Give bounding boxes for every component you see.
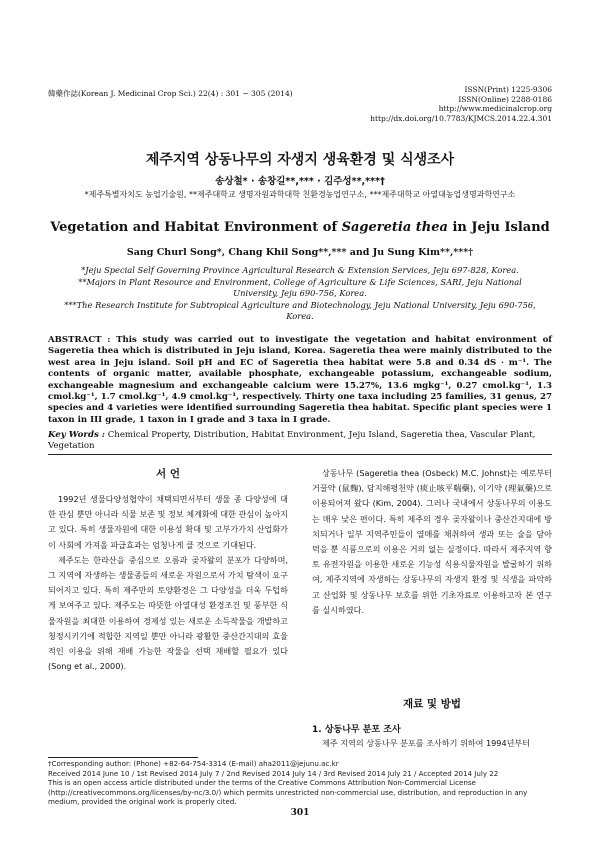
keywords: [48, 430, 552, 452]
intro-paragraph-1: 1992년 생물다양성협약이 채택되면서부터 생물 종 다양성에 대한 관심 뿐만 아니라 식물 보존 및 정보 체계화에 대한 관심이 높아지고 있다. 특히 생물자원에 대한 이용성 확대 및 고부가가치 산업화가 이 사회에 가져올 파급효과는 엄청나게 클 것으로 기대된다.: [48, 494, 288, 550]
korean-affiliation: *제주특별자치도 농업기술원, **제주대학교 생명자원과학대학 친환경농업연구소, ***제주대학교 아열대농업생명과학연구소: [84, 190, 516, 199]
license-text: This is an open access article distributed under the terms of the Creative Commons Attribution Non-Commercial License (http://creativecommons.org/licenses/by-nc/3.0/) which permits unrestricted non-commercial use, distribution, and reproduction in any medium, provided the original work is properly cited.: [48, 778, 528, 806]
left-column: [48, 492, 288, 674]
section-divider: [48, 454, 552, 455]
journal-url[interactable]: http://www.medicinalcrop.org: [438, 104, 552, 113]
issn-print: ISSN(Print) 1225-9306: [464, 85, 552, 94]
affiliation-2: **Majors in Plant Resource and Environment, College of Agriculture & Life Sciences, SARI, Jeju National University, Jeju 690-756, Korea.: [78, 276, 522, 298]
issn-block: [370, 85, 552, 123]
methods-subheading: 1. 상동나무 분포 조사: [312, 725, 401, 735]
intro-heading: 서 언: [156, 468, 180, 480]
page-number: 301: [290, 808, 310, 818]
methods-text: [312, 736, 552, 751]
english-title: [0, 220, 600, 235]
korean-title: 제주지역 상동나무의 자생지 생육환경 및 식생조사: [145, 152, 455, 168]
corresponding-author: †Corresponding author: (Phone) +82-64-754-3314 (E-mail) aha2011@jejunu.ac.kr: [48, 759, 339, 768]
english-affiliations: [60, 265, 540, 323]
methods-paragraph: 제주 지역의 상동나무 분포를 조사하기 위하여 1994년부터: [322, 738, 531, 748]
keywords-text: Chemical Property, Distribution, Habitat Environment, Jeju Island, Sageretia thea, Vascular Plant, Vegetation: [48, 430, 536, 451]
issn-online: ISSN(Online) 2288-0186: [458, 94, 552, 104]
korean-authors: 송상철* · 송창길**,*** · 김주성**,***†: [215, 176, 385, 187]
title-post: in Jeju Island: [447, 220, 550, 235]
abstract: ABSTRACT : This study was carried out to investigate the vegetation and habitat environment of Sageretia thea which is distributed in Jeju island, Korea. Sageretia thea were mainly distributed to the west area in Jeju island. Soil pH and EC of Sageretia thea habitat were 5.8 and 0.34 dS · m⁻¹. The contents of organic matter, available phosphate, exchangeable potassium, exchangeable sodium, exchangeable magnesium and exchangeable calcium were 15.27%, 13.6 mgkg⁻¹, 0.27 cmol.kg⁻¹, 1.3 cmol.kg⁻¹, 1.7 cmol.kg⁻¹, 4.9 cmol.kg⁻¹, respectively. Thirty one taxa including 25 families, 31 genus, 27 species and 4 varieties were identified surrounding Sageretia thea habitat. Specific plant species were 1 taxon in III grade, 1 taxon in I grade and 3 taxa in I grade.: [48, 335, 552, 425]
methods-heading: 재료 및 방법: [402, 698, 462, 710]
title-pre: Vegetation and Habitat Environment of: [50, 220, 342, 235]
footnote: [48, 759, 552, 807]
received-dates: Received 2014 June 10 / 1st Revised 2014 July 7 / 2nd Revised 2014 July 14 / 3rd Revised 2014 July 21 / Accepted 2014 July 22: [48, 768, 499, 778]
intro-paragraph-3: 상동나무 (Sageretia thea (Osbeck) M.C. Johnst)는 예로부터 거꿀약 (鼠麴), 담지해평천약 (痰止咳平喘藥), 이기약 (理氣藥)으로 이용되어져 왔다 (Kim, 2004). 그러나 국내에서 상동나무의 이용도는 매우 낮은 편이다. 특히 제주의 경우 곶자왈이나 중산간지대에 방치되거나 일부 지역주민들이 열매를 채취하여 생과 또는 술을 담아 먹을 뿐 식품으로의 이용은 거의 없는 실정이다. 따라서 제주지역 향토 유전자원을 이용한 새로운 기능성 식용식물자원을 발굴하기 위하여, 제주지역에 자생하는 상동나무의 자생지 환경 및 식생을 파악하고 산업화 및 상동나무 보호를 위한 기초자료로 이용하고자 본 연구를 실시하였다.: [312, 468, 552, 615]
doi-link[interactable]: http://dx.doi.org/10.7783/KJMCS.2014.22.4.301: [370, 113, 552, 123]
english-authors: Sang Churl Song*, Chang Khil Song**,*** and Ju Sung Kim**,***†: [126, 247, 474, 258]
affiliation-1: *Jeju Special Self Governing Province Agricultural Research & Extension Services, Jeju 697-828, Korea.: [81, 265, 519, 275]
intro-paragraph-2: 제주도는 한라산을 중심으로 오름과 곶자왈의 분포가 다양하며, 그 지역에 자생하는 생물종들의 새로운 자원으로서 가치 탐색이 요구되어지고 있다. 특히 제주만의 토양환경은 그 다양성을 더욱 두텁하게 보여주고 있다. 제주도는 따뜻한 아열대성 환경조건 및 풍부한 식물자원을 최대한 이용하여 경제성 있는 새로운 소득작물을 개발하고 청정시키기에 적합한 지역일 뿐만 아니라 광활한 중산간지대의 효율적인 이용을 위해 재배 가능한 작물을 선택 재배할 필요가 있다 (Song et al., 2000).: [48, 554, 288, 672]
footnote-divider: [48, 757, 198, 758]
affiliation-3: ***The Research Institute for Subtropical Agriculture and Biotechnology, Jeju National University, Jeju 690-756, Korea.: [64, 299, 536, 321]
right-column: [312, 466, 552, 618]
journal-citation: 韓藥作誌(Korean J. Medicinal Crop Sci.) 22(4) : 301 − 305 (2014): [48, 89, 293, 98]
keywords-label: Key Words :: [48, 430, 105, 440]
title-species: Sageretia thea: [341, 220, 448, 235]
